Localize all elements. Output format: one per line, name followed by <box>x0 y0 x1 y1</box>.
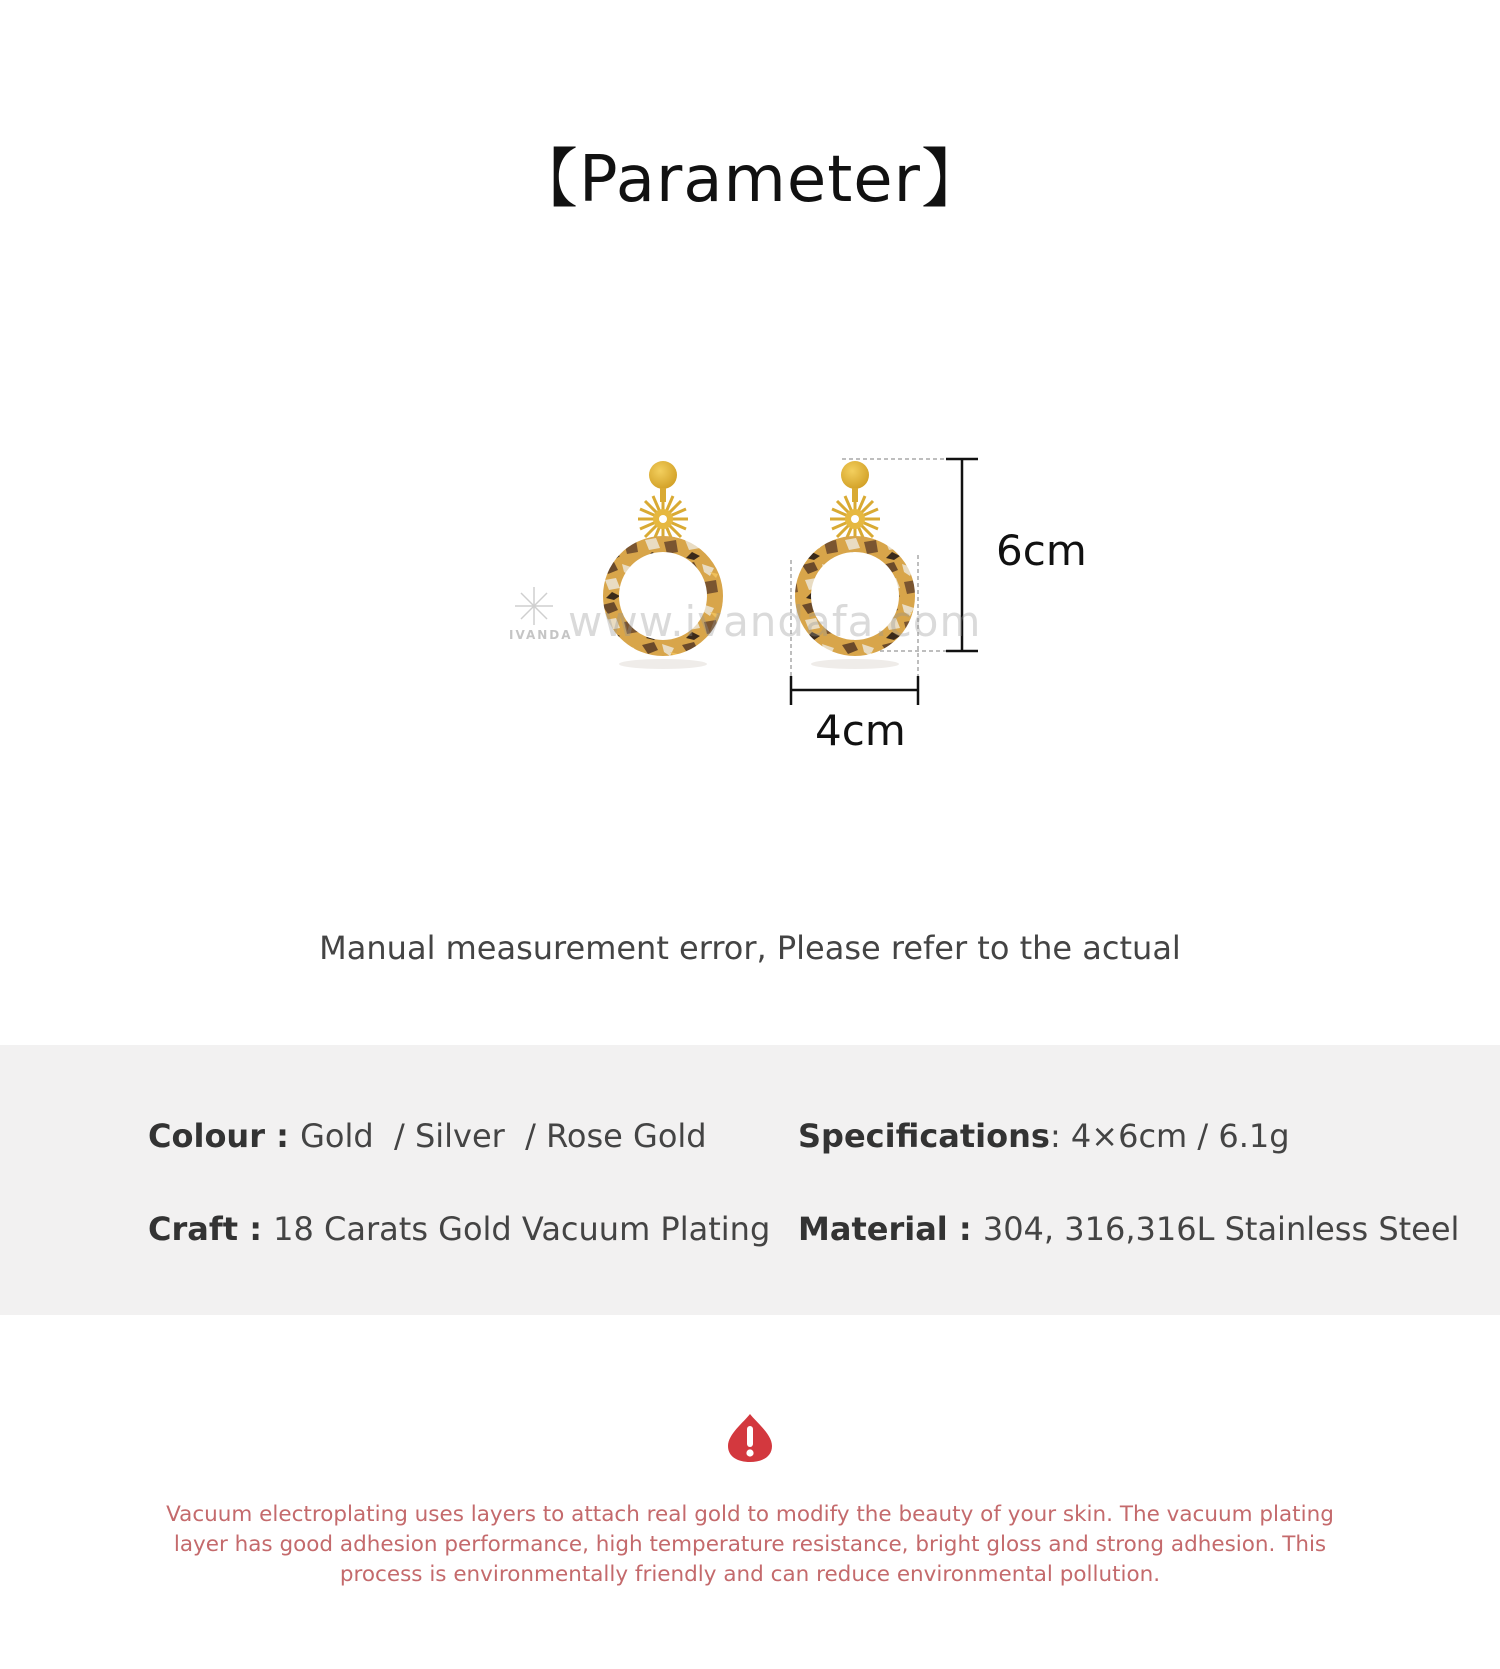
spec-craft <box>148 1210 770 1248</box>
watermark-star-icon <box>515 587 553 625</box>
width-label: 4cm <box>815 706 906 755</box>
spec-craft-key: Craft : <box>148 1210 274 1248</box>
watermark-url: www.ivandafa.com <box>568 597 982 646</box>
spec-specifications-value: : 4×6cm / 6.1g <box>1049 1117 1290 1155</box>
spec-material-key: Material : <box>798 1210 983 1248</box>
spec-craft-value: 18 Carats Gold Vacuum Plating <box>273 1210 771 1248</box>
watermark-brand: IVANDA <box>509 628 573 642</box>
spec-material-value: 304, 316,316L Stainless Steel <box>982 1210 1460 1248</box>
exclamation-drop-icon <box>726 1412 774 1464</box>
spec-material <box>798 1210 1459 1248</box>
spec-colour-key: Colour : <box>148 1117 301 1155</box>
spec-colour-value: Gold / Silver / Rose Gold <box>300 1117 707 1155</box>
spec-specifications <box>798 1117 1290 1155</box>
page-title: 【Parameter】 <box>514 143 986 217</box>
measurement-note: Manual measurement error, Please refer to the actual <box>319 929 1181 967</box>
spec-band <box>0 1045 1500 1315</box>
width-dimension-line <box>791 676 918 705</box>
spec-colour <box>148 1117 707 1155</box>
plating-description: Vacuum electroplating uses layers to attach real gold to modify the beauty of your skin. The vacuum plating layer has good adhesion performance, high temperature resistance, bright gloss and strong adhesion. This process is environmentally friendly and can reduce environmental pollution. <box>166 1502 1334 1587</box>
height-label: 6cm <box>996 526 1087 575</box>
spec-specifications-key: Specifications <box>798 1117 1050 1155</box>
